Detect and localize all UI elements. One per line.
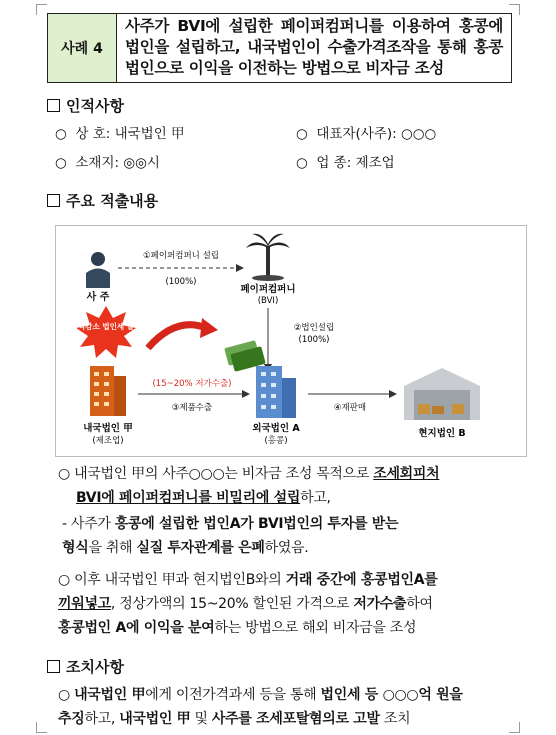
square-bullet-icon — [47, 194, 60, 207]
step2-pct: (100%) — [298, 335, 330, 345]
profile-company: 상 호: 내국법인 甲 — [75, 126, 185, 142]
owner-label: 사 주 — [86, 292, 110, 303]
step1-pct: (100%) — [165, 277, 197, 287]
text-run-emphasis: 형식 — [62, 540, 89, 556]
foreign-label: 외국법인 A — [252, 423, 300, 434]
section-findings-title: 주요 적출내용 — [66, 192, 159, 210]
profit-badge-label: 이익감소 법인세 탈루 — [70, 322, 142, 331]
frame-corner — [36, 722, 47, 733]
red-curve-arrow-icon — [148, 325, 206, 348]
paper-company-label: 페이퍼컴퍼니 — [240, 284, 296, 295]
profile-location: 소재지: ◎◎시 — [75, 155, 160, 171]
text-run: 하고, — [84, 711, 120, 727]
step2-label: ②법인설립 — [293, 323, 335, 333]
paper-company-sub: (BVI) — [257, 296, 279, 306]
profile-ceo: 대표자(사주): ○○○ — [316, 126, 437, 142]
text-run-emphasis: BVI에 페이퍼컴퍼니를 비밀리에 설립 — [76, 490, 301, 506]
circle-bullet: ○ — [296, 155, 308, 171]
text-run-emphasis: 홍콩법인 A에 이익을 분여 — [58, 620, 215, 636]
circle-bullet: ○ — [55, 155, 67, 171]
text-run-emphasis: 내국법인 甲 — [74, 687, 146, 703]
dash-bullet: - — [62, 516, 67, 532]
text-run-emphasis: 조세회피처 — [373, 466, 440, 482]
arrow-head-icon — [236, 264, 244, 272]
text-run: 사주가 — [70, 516, 115, 532]
text-run: 내국법인 甲의 사주○○○는 비자금 조성 목적으로 — [74, 466, 374, 482]
case-header — [47, 13, 512, 83]
foreign-building-icon — [256, 366, 296, 418]
text-run: , 정상가액의 15~20% 할인된 가격으로 — [110, 596, 354, 612]
frame-corner — [36, 4, 47, 15]
domestic-sub: (제조업) — [92, 436, 124, 446]
text-run: 을 취해 — [88, 540, 137, 556]
finding-paragraph-2 — [62, 512, 516, 560]
text-run: 에게 이전가격과세 등을 통해 — [145, 687, 321, 703]
text-run-emphasis: 법인세 등 ○○○억 원을 — [320, 687, 463, 703]
text-run-emphasis: 실질 투자관계를 은폐 — [136, 540, 265, 556]
arrow-head-icon — [242, 390, 250, 398]
text-run: 하여 — [406, 596, 433, 612]
warehouse-icon — [404, 368, 480, 420]
owner-figure-icon — [86, 252, 110, 288]
domestic-building-icon — [90, 366, 126, 416]
domestic-label: 내국법인 甲 — [83, 423, 133, 434]
foreign-sub: (홍콩) — [264, 436, 288, 446]
profile-ceo-row — [296, 122, 436, 142]
text-run-emphasis: 내국법인 甲 — [119, 711, 191, 727]
circle-bullet: ○ — [58, 572, 70, 588]
underpricing-label: (15~20% 저가수출) — [152, 379, 232, 389]
text-run: 이후 내국법인 甲과 현지법인B와의 — [74, 572, 286, 588]
text-run-emphasis: 저가수출 — [353, 596, 407, 612]
text-run: 하고, — [300, 490, 331, 506]
section-profile — [47, 95, 124, 116]
scheme-diagram-svg — [56, 226, 526, 456]
text-run: 하는 방법으로 해외 비자금을 조성 — [214, 620, 417, 636]
text-run: 조치 — [379, 711, 411, 727]
text-run: 하였음. — [264, 540, 309, 556]
profile-industry: 업 종: 제조업 — [316, 155, 395, 171]
text-run-emphasis: 끼워넣고 — [58, 596, 111, 612]
scheme-diagram — [55, 225, 527, 457]
action-paragraph — [58, 683, 516, 731]
circle-bullet: ○ — [58, 687, 70, 703]
profit-loss-badge-icon — [76, 306, 136, 358]
step1-label: ①페이퍼컴퍼니 설립 — [142, 251, 220, 261]
text-run: 및 — [190, 711, 212, 727]
local-label: 현지법인 B — [418, 428, 466, 439]
case-title: 사주가 BVI에 설립한 페이퍼컴퍼니를 이용하여 홍콩에 법인을 설립하고, 내국법인이 수출가격조작을 통해 홍콩법인으로 이익을 이전하는 방법으로 비자금 조성 — [125, 17, 503, 77]
arrow-head-icon — [200, 318, 218, 338]
profile-company-row — [55, 122, 185, 142]
section-actions-title: 조치사항 — [66, 658, 124, 676]
step4-label: ④재판매 — [333, 403, 367, 413]
finding-paragraph-3 — [58, 568, 516, 640]
profile-industry-row — [296, 151, 395, 171]
step3-label: ③제품수출 — [171, 403, 213, 413]
arrow-head-icon — [389, 390, 397, 398]
circle-bullet: ○ — [58, 466, 70, 482]
section-profile-title: 인적사항 — [66, 97, 124, 115]
case-label: 사례 4 — [48, 14, 117, 82]
text-run-emphasis: 추징 — [58, 711, 85, 727]
text-run-emphasis: 홍콩에 설립한 법인A가 BVI법인의 투자를 받는 — [114, 516, 399, 532]
text-run-emphasis: 거래 중간에 홍콩법인A를 — [285, 572, 438, 588]
text-run-emphasis: 사주를 조세포탈혐의로 고발 — [211, 711, 380, 727]
circle-bullet: ○ — [55, 126, 67, 142]
section-actions — [47, 656, 124, 677]
section-findings — [47, 190, 158, 211]
finding-paragraph-1 — [58, 462, 516, 510]
palm-tree-icon — [246, 234, 290, 281]
profile-location-row — [55, 151, 160, 171]
square-bullet-icon — [47, 99, 60, 112]
square-bullet-icon — [47, 660, 60, 673]
circle-bullet: ○ — [296, 126, 308, 142]
